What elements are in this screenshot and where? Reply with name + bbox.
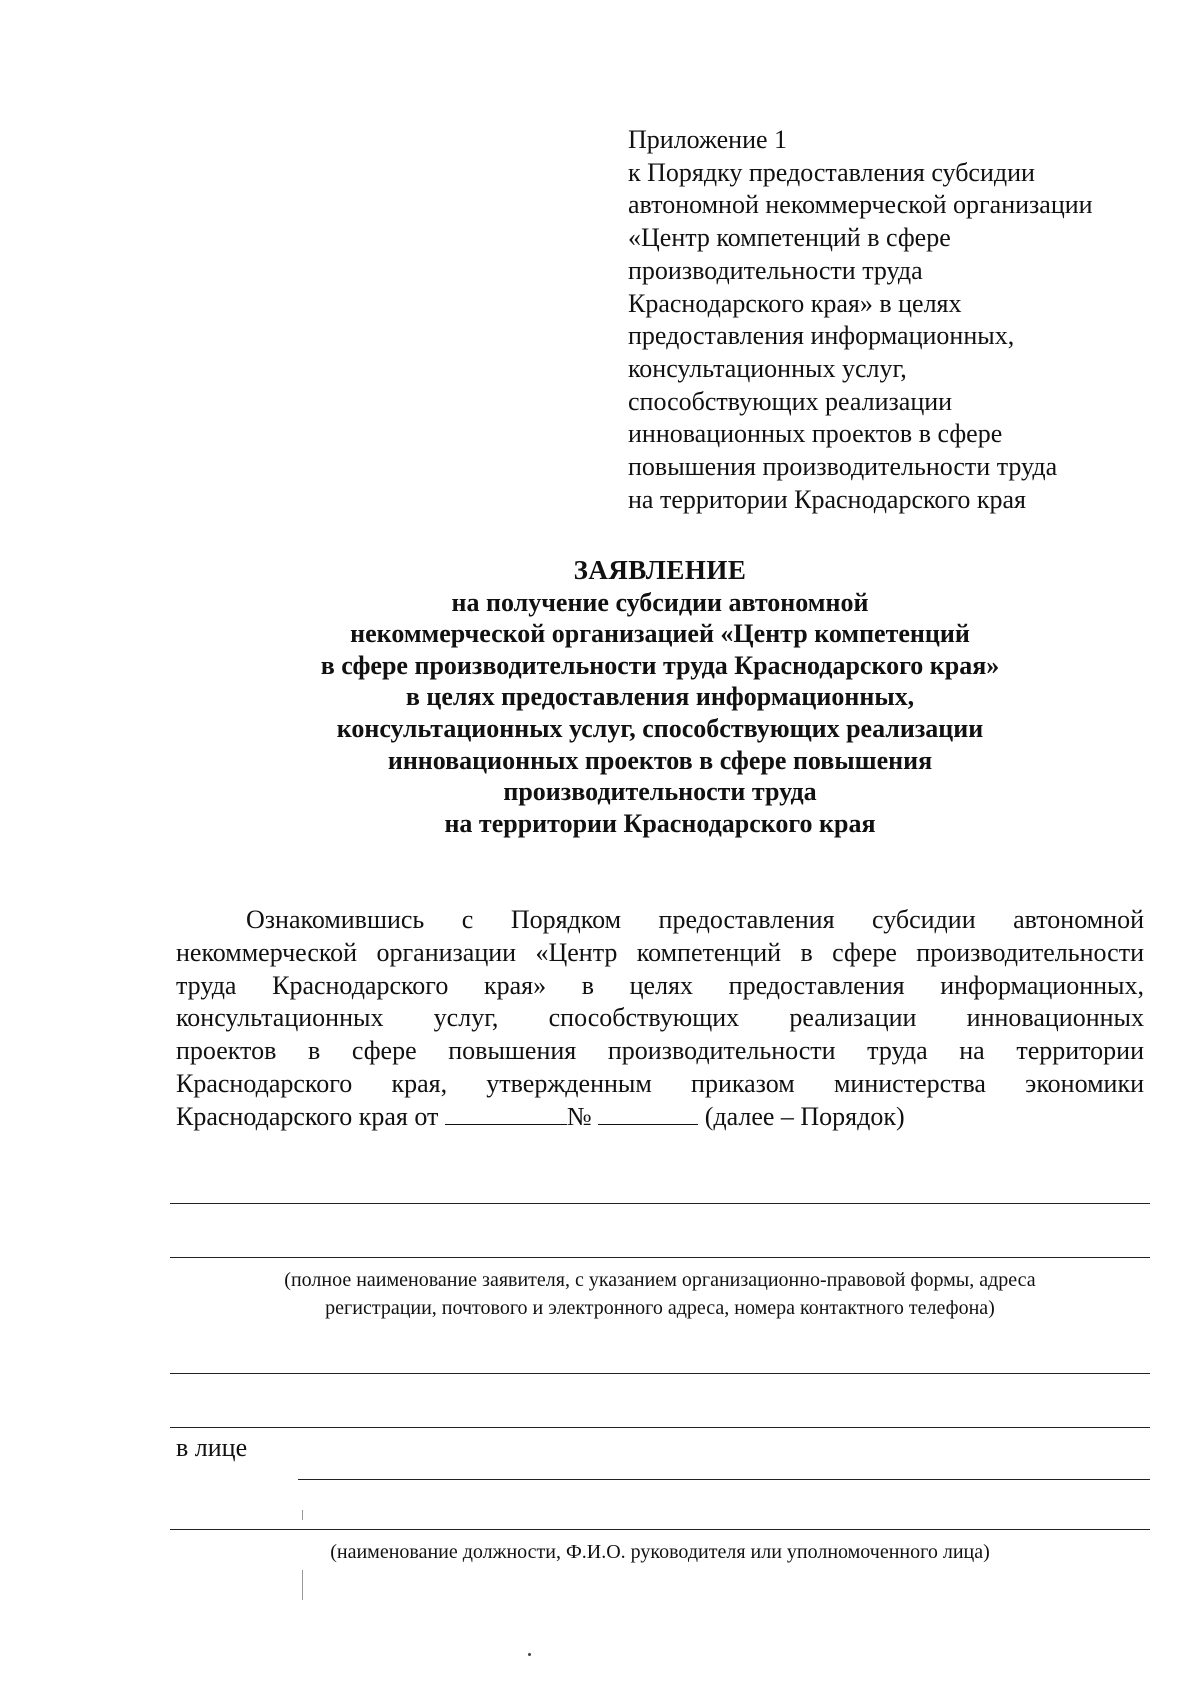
applicant-details-line-1[interactable] [170,1373,1150,1374]
title-line: производительности труда [503,777,817,807]
number-sign: № [566,1101,592,1131]
scan-mark [302,1570,303,1600]
body-line: Ознакомившись с Порядком предоставления субсидии автономной [246,905,1144,934]
body-line: проектов в сфере повышения производительности труда на территории [176,1036,1144,1066]
in-person-label: в лице [176,1433,248,1462]
body-paragraph [176,904,1144,1134]
appendix-line: повышения производительности труда [628,452,1058,482]
applicant-caption-line: (полное наименование заявителя, с указанием организационно-правовой формы, адреса [284,1269,1036,1291]
order-suffix: (далее – Порядок) [704,1101,905,1131]
title-line: инновационных проектов в сфере повышения [387,745,933,775]
applicant-name-line-1[interactable] [170,1203,1150,1204]
appendix-line: консультационных услуг, [628,353,907,383]
representative-caption-line: (наименование должности, Ф.И.О. руководителя или уполномоченного лица) [330,1541,990,1563]
appendix-line: на территории Краснодарского края [628,484,1026,514]
title-line: на получение субсидии автономной [451,587,869,617]
order-date-prefix: Краснодарского края от [176,1101,439,1131]
body-line: Краснодарского края, утвержденным приказом министерства экономики [176,1068,1144,1098]
body-line: консультационных услуг, способствующих реализации инновационных [176,1003,1144,1033]
representative-caption [170,1538,1150,1566]
scan-mark [302,1510,303,1520]
title-line: в сфере производительности труда Краснодарского края» [320,650,1000,680]
appendix-line: к Порядку предоставления субсидии [628,157,1035,187]
appendix-line: Краснодарского края» в целях [628,288,962,318]
order-number-blank[interactable] [598,1102,698,1125]
body-line: некоммерческой организации «Центр компетенций в сфере производительности [176,937,1144,967]
appendix-line: производительности труда [628,255,923,285]
order-date-blank[interactable] [445,1102,567,1125]
representative-line-1[interactable] [298,1479,1150,1480]
body-last-line [176,1101,1144,1134]
title-line: консультационных услуг, способствующих реализации [336,713,984,743]
representative-line-2[interactable] [170,1529,1150,1530]
document-title [170,555,1150,839]
applicant-name-line-2[interactable] [170,1257,1150,1258]
appendix-line: инновационных проектов в сфере [628,419,1003,449]
applicant-details-line-2[interactable] [170,1427,1150,1428]
scan-dot [528,1653,531,1656]
title-heading: ЗАЯВЛЕНИЕ [573,555,747,585]
appendix-line: предоставления информационных, [628,321,1015,351]
body-line: труда Краснодарского края» в целях предоставления информационных, [176,970,1144,1000]
appendix-line: способствующих реализации [628,386,953,416]
applicant-caption [170,1266,1150,1322]
appendix-line: автономной некоммерческой организации [628,190,1093,220]
appendix-reference [628,124,1148,516]
title-line: некоммерческой организацией «Центр компетенций [350,619,970,649]
applicant-caption-line: регистрации, почтового и электронного адреса, номера контактного телефона) [325,1297,995,1319]
title-line: на территории Краснодарского края [444,808,876,838]
title-line: в целях предоставления информационных, [405,682,915,712]
appendix-line: Приложение 1 [628,125,788,154]
appendix-line: «Центр компетенций в сфере [628,223,951,253]
